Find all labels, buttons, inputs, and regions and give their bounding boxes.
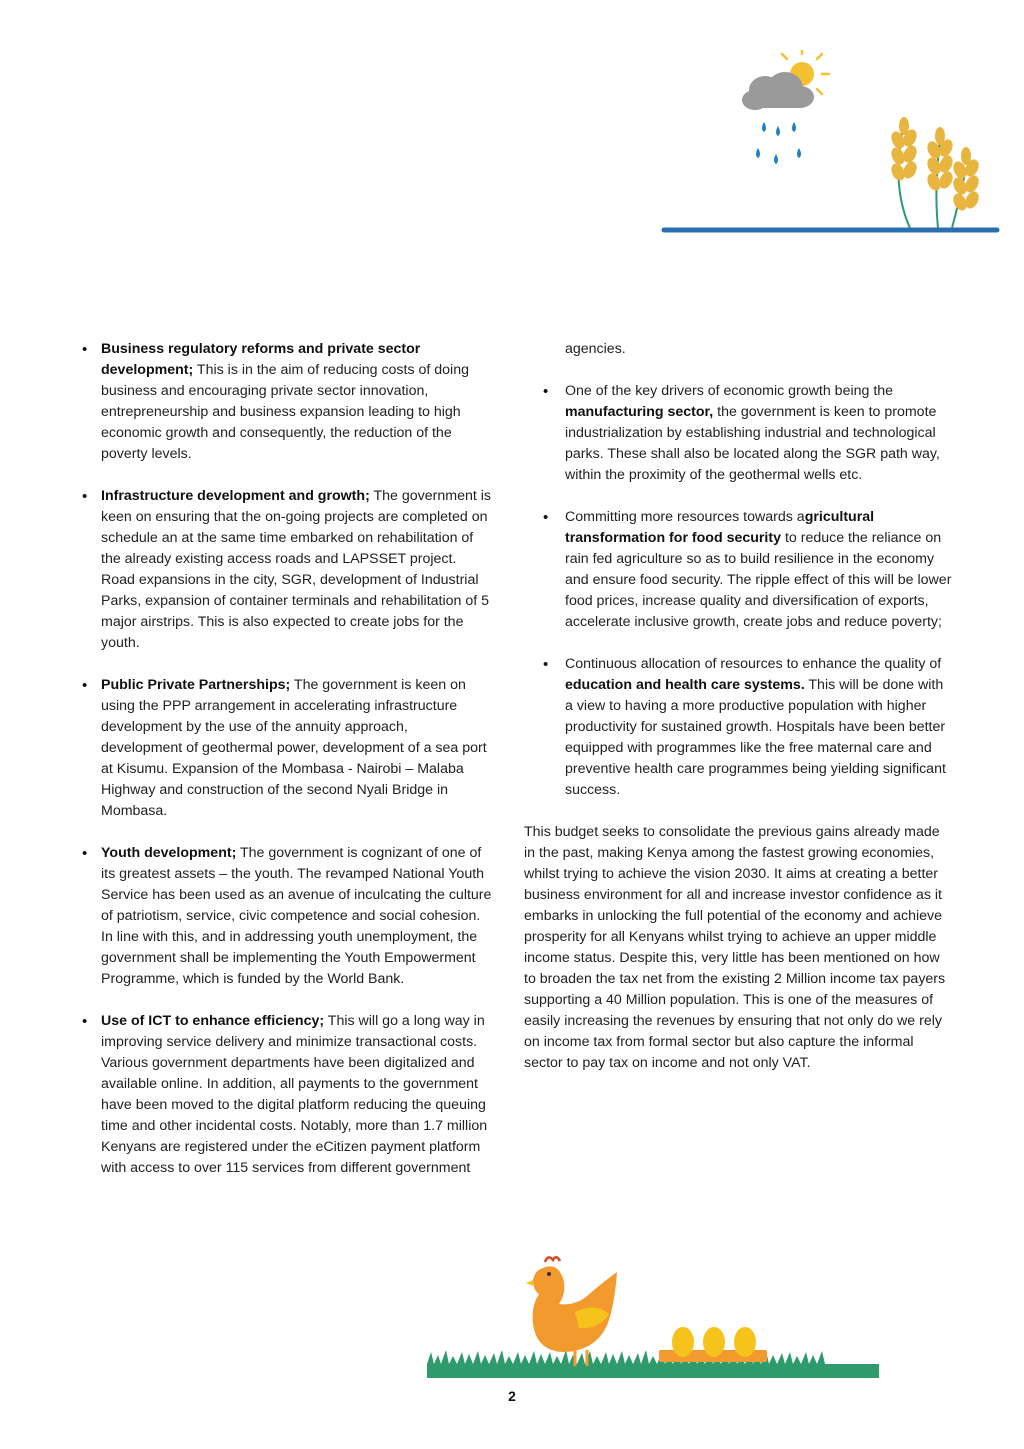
bullet-heading: Infrastructure development and growth; (101, 488, 370, 504)
hen-icon (526, 1257, 617, 1366)
bullet-text-post: This will be done with a view to having a more productive population with higher productivity for sustained growth. Hospitals have been better equipped with programmes like the free maternal care and preventive health care programmes being yielding significant success. (565, 677, 946, 798)
left-column (82, 339, 492, 1200)
bullet-text: This is in the aim of reducing costs of doing business and encouraging private sector innovation, entrepreneurship and business expansion leading to high economic growth and consequently, the reduction of the poverty levels. (101, 362, 469, 462)
bullet-business-reforms (82, 339, 492, 465)
bullet-bold: education and health care systems. (565, 677, 805, 693)
bullet-text-post: to reduce the reliance on rain fed agriculture so as to build resilience in the economy and ensure food security. The ripple effect of this will be lower food prices, increase quality and diversification of exports, accelerate inclusive growth, create jobs and reduce poverty; (565, 530, 952, 630)
bullet-youth (82, 843, 492, 990)
bullet-text-pre: Committing more resources towards a (565, 509, 805, 525)
bullet-infrastructure (82, 486, 492, 654)
hen-eggs-illustration (425, 1250, 885, 1385)
bullet-bold: manufacturing sector, (565, 404, 714, 420)
weather-wheat-illustration (660, 50, 1005, 240)
bullet-manufacturing (543, 381, 954, 486)
continuation-text: agencies. (565, 341, 626, 357)
bullet-ppp (82, 675, 492, 822)
bullet-text: The government is keen on ensuring that the on-going projects are completed on schedule an at the same time embarked on rehabilitation of the already existing access roads and LAPSSET project. Road expansions in the city, SGR, development of Industrial Parks, expansion of container terminals and rehabilitation of 5 major airstrips. This is also expected to create jobs for the youth. (101, 488, 491, 651)
bullet-heading: Public Private Partnerships; (101, 677, 291, 693)
bullet-text-pre: One of the key drivers of economic growth being the (565, 383, 894, 399)
right-column (524, 339, 954, 1074)
bullet-text: This will go a long way in improving service delivery and minimize transactional costs. Various government departments have been digitalized and available online. In addition, all payments to the government have been moved to the digital platform reducing the queuing time and other incidental costs. Notably, more than 1.7 million Kenyans are registered under the eCitizen payment platform with access to over 115 services from different government (101, 1013, 488, 1176)
grass-icon (427, 1350, 879, 1378)
bullet-text: The government is cognizant of one of its greatest assets – the youth. The revamped National Youth Service has been used as an avenue of inculcating the culture of patriotism, service, civic competence and social cohesion. In line with this, and in addressing youth unemployment, the government shall be implementing the Youth Empowerment Programme, which is funded by the World Bank. (101, 845, 492, 987)
bullet-education-health (543, 654, 954, 801)
bullet-text-post: the government is keen to promote industrialization by establishing industrial and technological parks. These shall also be located along the SGR path way, within the proximity of the geothermal wells etc. (565, 404, 940, 483)
egg-icon (659, 1327, 767, 1362)
page-number: 2 (508, 1388, 516, 1404)
bullet-heading: Youth development; (101, 845, 237, 861)
bullet-bold: gricultural transformation for food security (565, 509, 875, 546)
budget-paragraph: This budget seeks to consolidate the previous gains already made in the past, making Kenya among the fastest growing economies, whilst trying to achieve the vision 2030. It aims at creating a better business environment for all and increase investor confidence as it embarks in unlocking the full potential of the economy and achieve prosperity for all Kenyans whilst trying to achieve an upper middle income status. Despite this, very little has been mentioned on how to broaden the tax net from the existing 2 Million income tax payers supporting a 40 Million population. This is one of the measures of easily increasing the revenues by ensuring that not only do we rely on income tax from formal sector but also capture the informal sector to pay tax on income and not only VAT. (524, 824, 946, 1071)
bullet-agriculture (543, 507, 954, 633)
bullet-ict (82, 1011, 492, 1179)
bullet-text-pre: Continuous allocation of resources to enhance the quality of (565, 656, 942, 672)
bullet-text: The government is keen on using the PPP arrangement in accelerating infrastructure development by the use of the annuity approach, development of geothermal power, development of a sea port at Kisumu. Expansion of the Mombasa - Nairobi – Malaba Highway and construction of the second Nyali Bridge in Mombasa. (101, 677, 487, 819)
bullet-heading: Business regulatory reforms and private sector development; (101, 341, 421, 378)
wheat-icon (889, 117, 981, 228)
bullet-heading: Use of ICT to enhance efficiency; (101, 1013, 325, 1029)
raindrop-icon (756, 122, 801, 164)
